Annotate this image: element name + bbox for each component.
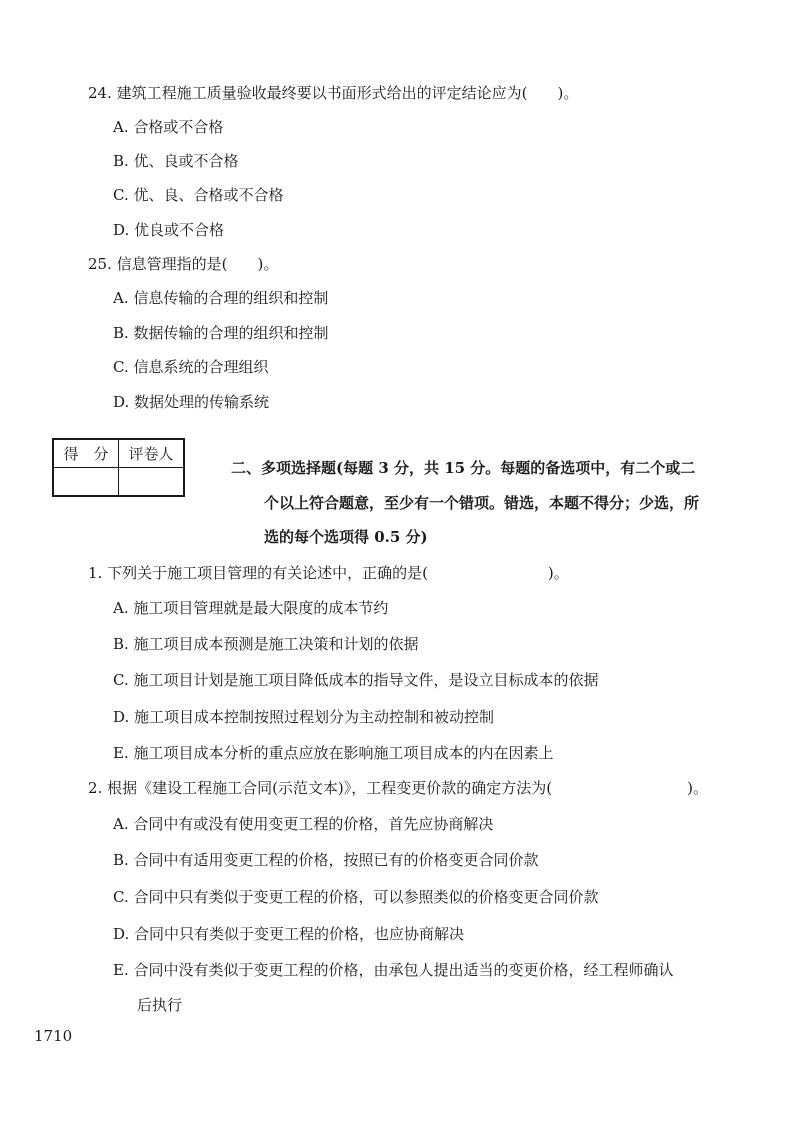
question-25-option-b: B. 数据传输的合理的组织和控制 <box>113 324 329 342</box>
mc-1-option-c: C. 施工项目计划是施工项目降低成本的指导文件，是设立目标成本的依据 <box>113 671 599 689</box>
page-number: 1710 <box>34 1027 73 1045</box>
question-24-option-d: D. 优良或不合格 <box>113 221 225 239</box>
question-24-option-c: C. 优、良、合格或不合格 <box>113 186 284 204</box>
score-label: 得 分 <box>53 439 119 468</box>
mc-2-option-d: D. 合同中只有类似于变更工程的价格，也应协商解决 <box>113 925 465 943</box>
grader-cell <box>119 468 185 497</box>
question-24-option-a: A. 合格或不合格 <box>113 118 224 136</box>
question-24-option-b: B. 优、良或不合格 <box>113 152 239 170</box>
mc-1-option-a: A. 施工项目管理就是最大限度的成本节约 <box>113 599 389 617</box>
question-25-option-c: C. 信息系统的合理组织 <box>113 358 269 376</box>
mc-1-option-d: D. 施工项目成本控制按照过程划分为主动控制和被动控制 <box>113 708 495 726</box>
score-table <box>52 438 185 497</box>
mc-2-option-e: E. 合同中没有类似于变更工程的价格，由承包人提出适当的变更价格，经工程师确认 <box>113 961 674 979</box>
grader-label: 评卷人 <box>119 439 185 468</box>
mc-1-option-e: E. 施工项目成本分析的重点应放在影响施工项目成本的内在因素上 <box>113 744 554 762</box>
mc-2-option-a: A. 合同中有或没有使用变更工程的价格，首先应协商解决 <box>113 815 494 833</box>
question-25-option-a: A. 信息传输的合理的组织和控制 <box>113 289 329 307</box>
section-2-heading-line-1: 二、多项选择题(每题 3 分，共 15 分。每题的备选项中，有二个或二 <box>231 459 696 477</box>
mc-1-stem: 1. 下列关于施工项目管理的有关论述中，正确的是( )。 <box>88 564 569 582</box>
question-25-stem: 25. 信息管理指的是( )。 <box>88 255 279 273</box>
mc-2-option-e-continuation: 后执行 <box>137 996 183 1014</box>
mc-2-stem: 2. 根据《建设工程施工合同(示范文本)》，工程变更价款的确定方法为( )。 <box>88 779 708 797</box>
question-24-stem: 24. 建筑工程施工质量验收最终要以书面形式给出的评定结论应为( )。 <box>88 84 579 102</box>
question-25-option-d: D. 数据处理的传输系统 <box>113 393 270 411</box>
mc-2-option-c: C. 合同中只有类似于变更工程的价格，可以参照类似的价格变更合同价款 <box>113 888 599 906</box>
section-2-heading-line-3: 选的每个选项得 0.5 分) <box>264 528 428 546</box>
mc-2-option-b: B. 合同中有适用变更工程的价格，按照已有的价格变更合同价款 <box>113 851 539 869</box>
section-2-heading-line-2: 个以上符合题意，至少有一个错项。错选，本题不得分；少选，所 <box>264 494 700 512</box>
mc-1-option-b: B. 施工项目成本预测是施工决策和计划的依据 <box>113 635 419 653</box>
score-cell <box>53 468 119 497</box>
